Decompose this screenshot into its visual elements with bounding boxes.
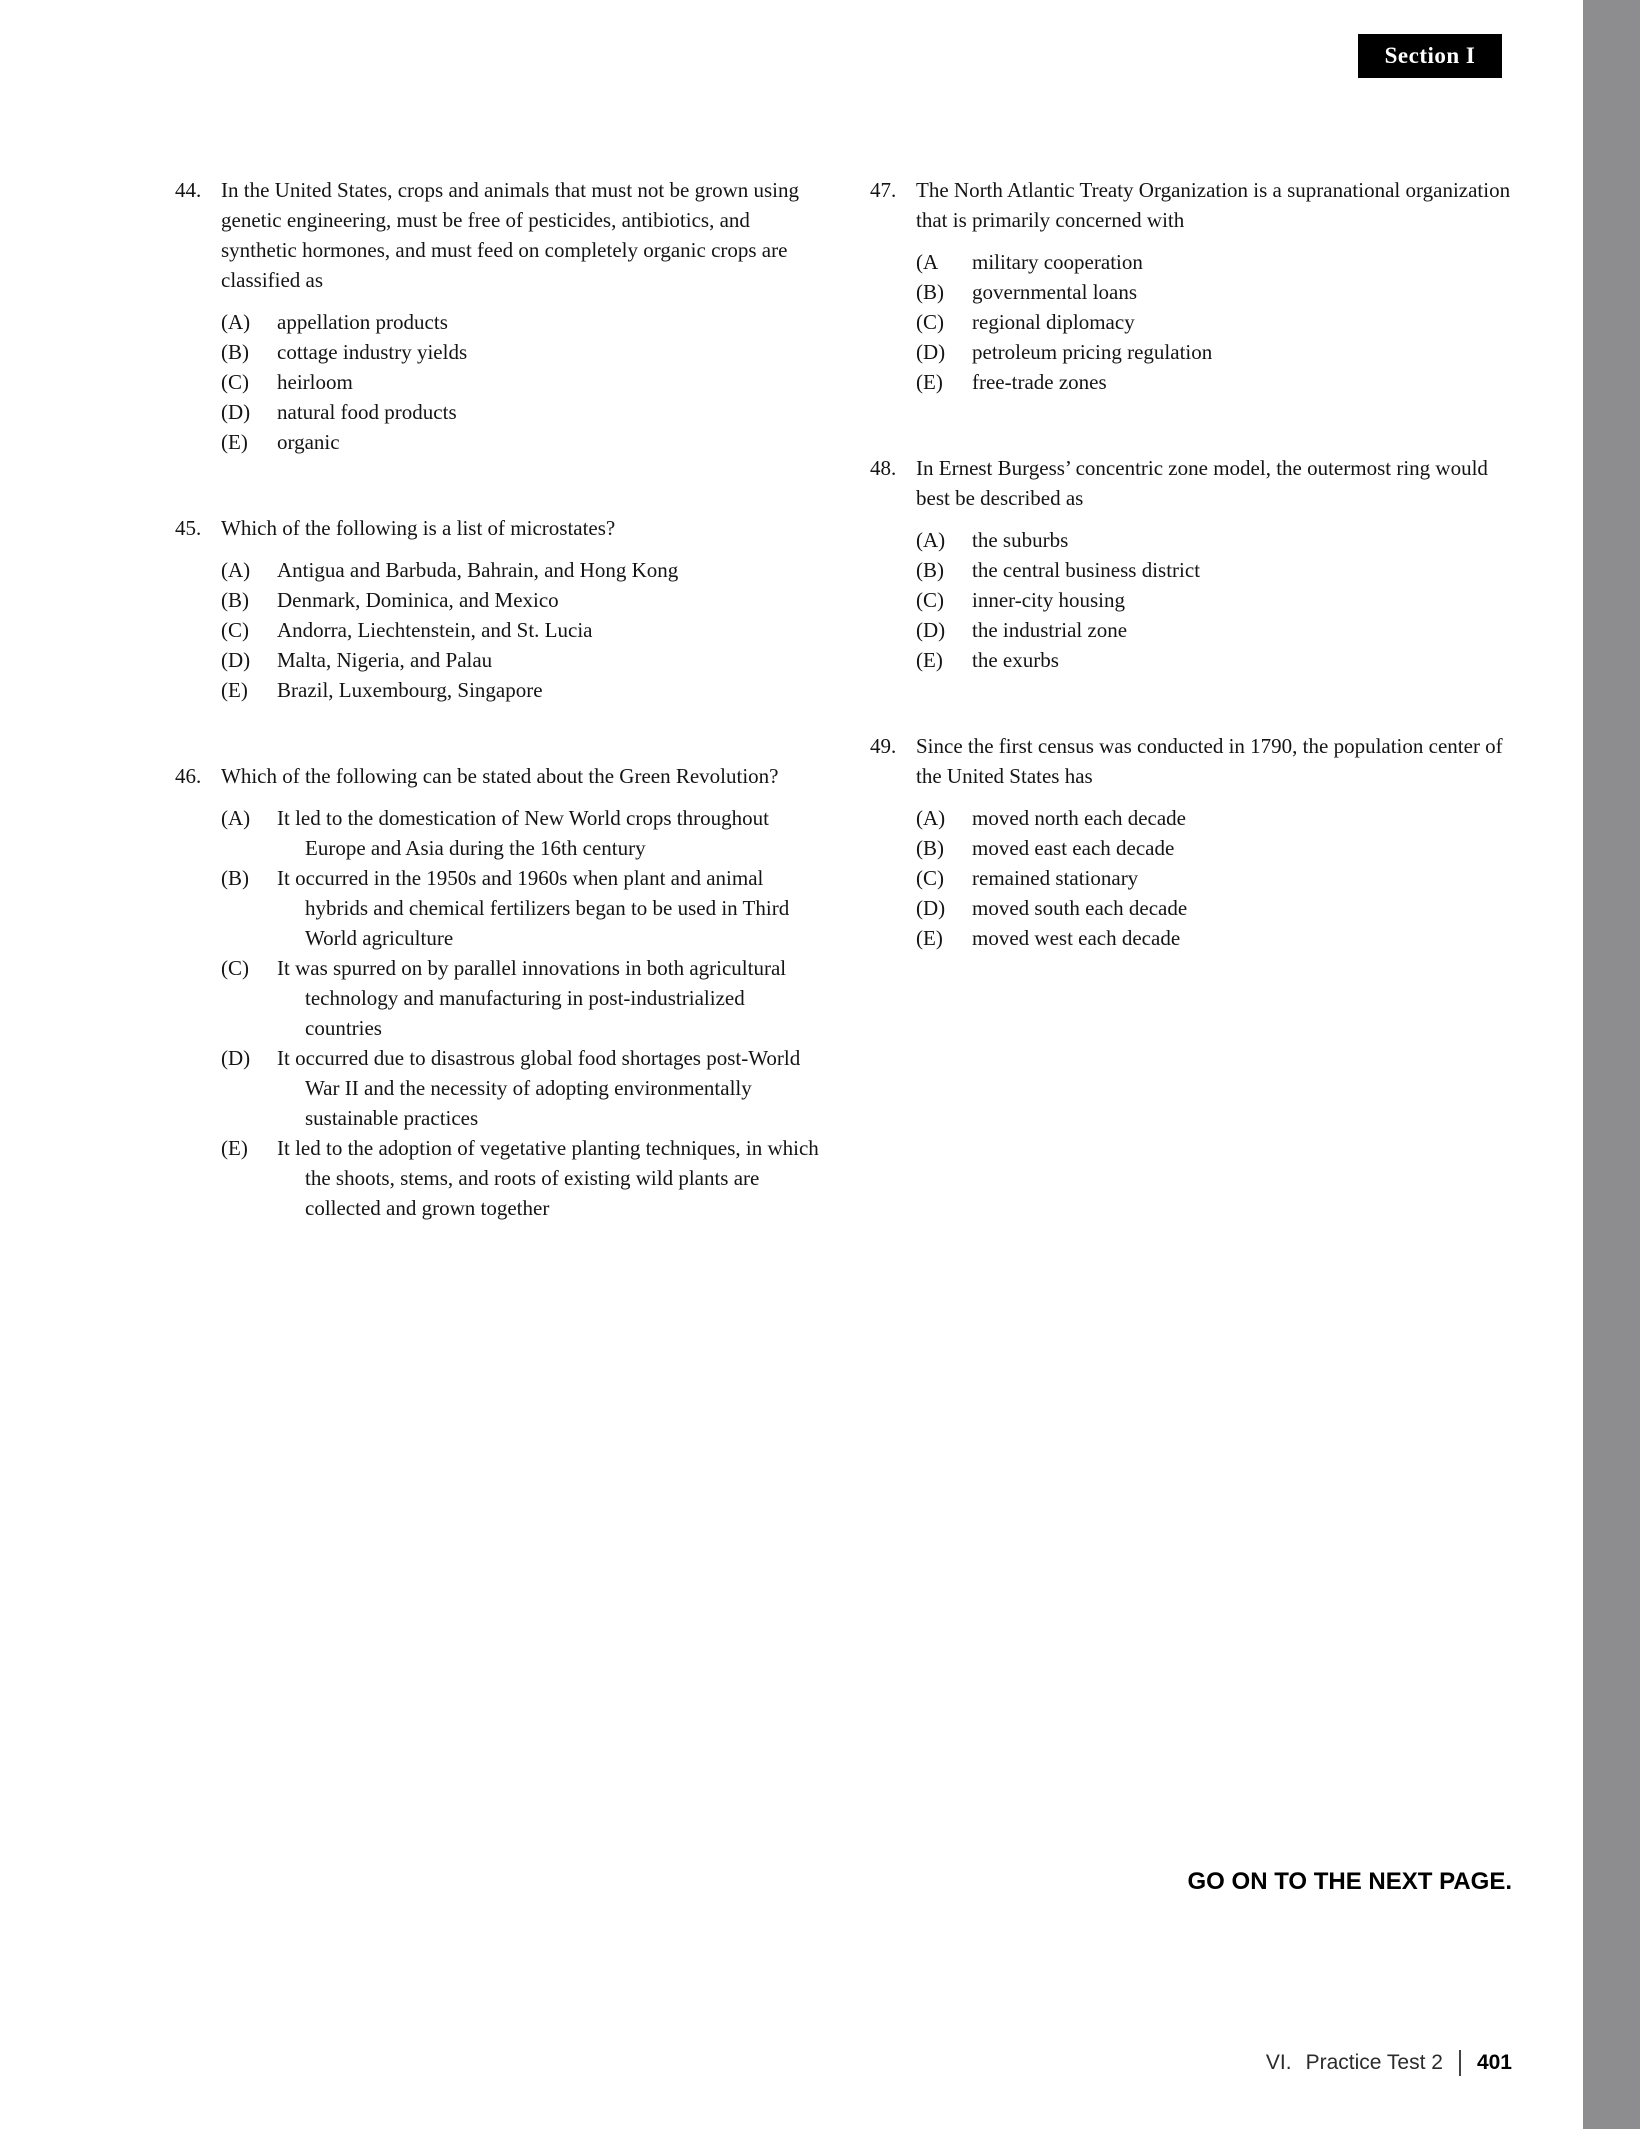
option-label: (C) xyxy=(916,866,944,890)
option-text: Malta, Nigeria, and Palau xyxy=(277,648,493,672)
question-number: 49. xyxy=(870,734,897,758)
question-number: 45. xyxy=(175,516,202,540)
answer-option xyxy=(916,645,1518,675)
option-label: (D) xyxy=(221,648,251,672)
option-label: (C) xyxy=(221,956,249,980)
option-text: heirloom xyxy=(277,370,353,394)
answer-option xyxy=(916,277,1518,307)
question-44 xyxy=(175,175,823,457)
answer-option xyxy=(916,247,1518,277)
option-text: inner-city housing xyxy=(972,588,1125,612)
answer-option xyxy=(916,525,1518,555)
question-stem: Which of the following is a list of microstates? xyxy=(221,516,616,540)
option-label: (A) xyxy=(916,528,946,552)
option-text: moved south each decade xyxy=(972,896,1188,920)
question-47 xyxy=(870,175,1518,397)
question-stem: In Ernest Burgess’ concentric zone model, the outermost ring would best be described as xyxy=(916,456,1488,510)
question-49 xyxy=(870,731,1518,953)
answer-options xyxy=(221,307,823,457)
page-edge-stripe xyxy=(1583,0,1640,2129)
option-label: (A) xyxy=(221,558,251,582)
answer-option xyxy=(916,307,1518,337)
option-text: remained stationary xyxy=(972,866,1139,890)
question-stem: In the United States, crops and animals that must not be grown using genetic engineering, must be free of pesticides, antibiotics, and synthetic hormones, and must feed on completely organic crops are classified as xyxy=(221,178,799,292)
question-stem: Since the first census was conducted in 1790, the population center of the United States has xyxy=(916,734,1503,788)
answer-option xyxy=(221,863,823,953)
section-badge: Section I xyxy=(1358,34,1502,78)
option-text: free-trade zones xyxy=(972,370,1107,394)
option-label: (B) xyxy=(221,866,249,890)
option-text: moved east each decade xyxy=(972,836,1175,860)
option-label: (E) xyxy=(221,430,248,454)
answer-option xyxy=(221,803,823,863)
option-text: the suburbs xyxy=(972,528,1069,552)
option-label: (B) xyxy=(221,340,249,364)
option-label: (A) xyxy=(916,806,946,830)
option-label: (D) xyxy=(221,1046,251,1070)
question-number: 47. xyxy=(870,178,897,202)
question-number: 48. xyxy=(870,456,897,480)
option-label: (E) xyxy=(221,1136,248,1160)
answer-option xyxy=(221,555,823,585)
option-text: the industrial zone xyxy=(972,618,1128,642)
option-text: moved west each decade xyxy=(972,926,1181,950)
option-text: military cooperation xyxy=(972,250,1143,274)
footer-book-title: Practice Test 2 xyxy=(1305,2051,1443,2074)
option-label: (C) xyxy=(221,618,249,642)
option-label: (A xyxy=(916,250,939,274)
option-text: It led to the domestication of New World crops throughout Europe and Asia during the 16th century xyxy=(277,806,769,860)
answer-options xyxy=(221,555,823,705)
answer-option xyxy=(221,427,823,457)
option-label: (A) xyxy=(221,310,251,334)
option-label: (C) xyxy=(916,310,944,334)
answer-option xyxy=(916,615,1518,645)
answer-options xyxy=(916,525,1518,675)
option-label: (D) xyxy=(916,340,946,364)
option-label: (C) xyxy=(221,370,249,394)
option-text: appellation products xyxy=(277,310,448,334)
option-text: natural food products xyxy=(277,400,457,424)
footer-divider xyxy=(1459,2050,1461,2076)
answer-options xyxy=(916,803,1518,953)
answer-option xyxy=(916,585,1518,615)
option-text: cottage industry yields xyxy=(277,340,468,364)
option-label: (B) xyxy=(916,558,944,582)
option-text: the exurbs xyxy=(972,648,1059,672)
option-label: (E) xyxy=(916,926,943,950)
option-text: Brazil, Luxembourg, Singapore xyxy=(277,678,543,702)
question-48 xyxy=(870,453,1518,675)
question-stem: The North Atlantic Treaty Organization is a supranational organization that is primarily concerned with xyxy=(916,178,1511,232)
left-column xyxy=(175,175,823,1279)
answer-option xyxy=(916,893,1518,923)
option-text: Antigua and Barbuda, Bahrain, and Hong Kong xyxy=(277,558,679,582)
option-label: (B) xyxy=(221,588,249,612)
option-text: regional diplomacy xyxy=(972,310,1135,334)
answer-option xyxy=(221,645,823,675)
option-text: It occurred due to disastrous global food shortages post-World War II and the necessity of adopting environmentally sustainable practices xyxy=(277,1046,801,1130)
page-footer xyxy=(1266,2050,1512,2076)
option-label: (E) xyxy=(221,678,248,702)
option-label: (C) xyxy=(916,588,944,612)
answer-option xyxy=(221,585,823,615)
option-label: (D) xyxy=(916,618,946,642)
option-label: (D) xyxy=(221,400,251,424)
question-number: 46. xyxy=(175,764,202,788)
right-column xyxy=(870,175,1518,1009)
option-label: (D) xyxy=(916,896,946,920)
answer-option xyxy=(221,367,823,397)
option-text: It occurred in the 1950s and 1960s when plant and animal hybrids and chemical fertilizers began to be used in Third World agriculture xyxy=(277,866,790,950)
answer-option xyxy=(916,337,1518,367)
answer-option xyxy=(916,833,1518,863)
answer-option xyxy=(221,1133,823,1223)
footer-chapter: VI. xyxy=(1265,2051,1292,2074)
option-text: Andorra, Liechtenstein, and St. Lucia xyxy=(277,618,593,642)
answer-option xyxy=(221,1043,823,1133)
answer-option xyxy=(221,615,823,645)
option-text: moved north each decade xyxy=(972,806,1186,830)
go-on-instruction: GO ON TO THE NEXT PAGE. xyxy=(1187,1868,1512,1895)
answer-option xyxy=(221,953,823,1043)
question-number: 44. xyxy=(175,178,202,202)
question-46 xyxy=(175,761,823,1223)
answer-option xyxy=(916,923,1518,953)
option-label: (A) xyxy=(221,806,251,830)
answer-option xyxy=(221,675,823,705)
answer-option xyxy=(916,803,1518,833)
answer-option xyxy=(916,555,1518,585)
answer-option xyxy=(221,307,823,337)
option-text: It led to the adoption of vegetative planting techniques, in which the shoots, stems, and roots of existing wild plants are collected and grown together xyxy=(277,1136,819,1220)
option-text: Denmark, Dominica, and Mexico xyxy=(277,588,559,612)
option-text: governmental loans xyxy=(972,280,1138,304)
option-text: the central business district xyxy=(972,558,1201,582)
question-stem: Which of the following can be stated about the Green Revolution? xyxy=(221,764,779,788)
option-label: (E) xyxy=(916,370,943,394)
option-label: (E) xyxy=(916,648,943,672)
option-text: It was spurred on by parallel innovations in both agricultural technology and manufacturing in post-industrialized countries xyxy=(277,956,787,1040)
option-label: (B) xyxy=(916,280,944,304)
answer-option xyxy=(916,367,1518,397)
answer-options xyxy=(221,803,823,1223)
answer-option xyxy=(221,397,823,427)
question-45 xyxy=(175,513,823,705)
answer-option xyxy=(916,863,1518,893)
option-label: (B) xyxy=(916,836,944,860)
option-text: organic xyxy=(277,430,340,454)
answer-options xyxy=(916,247,1518,397)
page-number: 401 xyxy=(1476,2051,1512,2074)
option-text: petroleum pricing regulation xyxy=(972,340,1213,364)
answer-option xyxy=(221,337,823,367)
